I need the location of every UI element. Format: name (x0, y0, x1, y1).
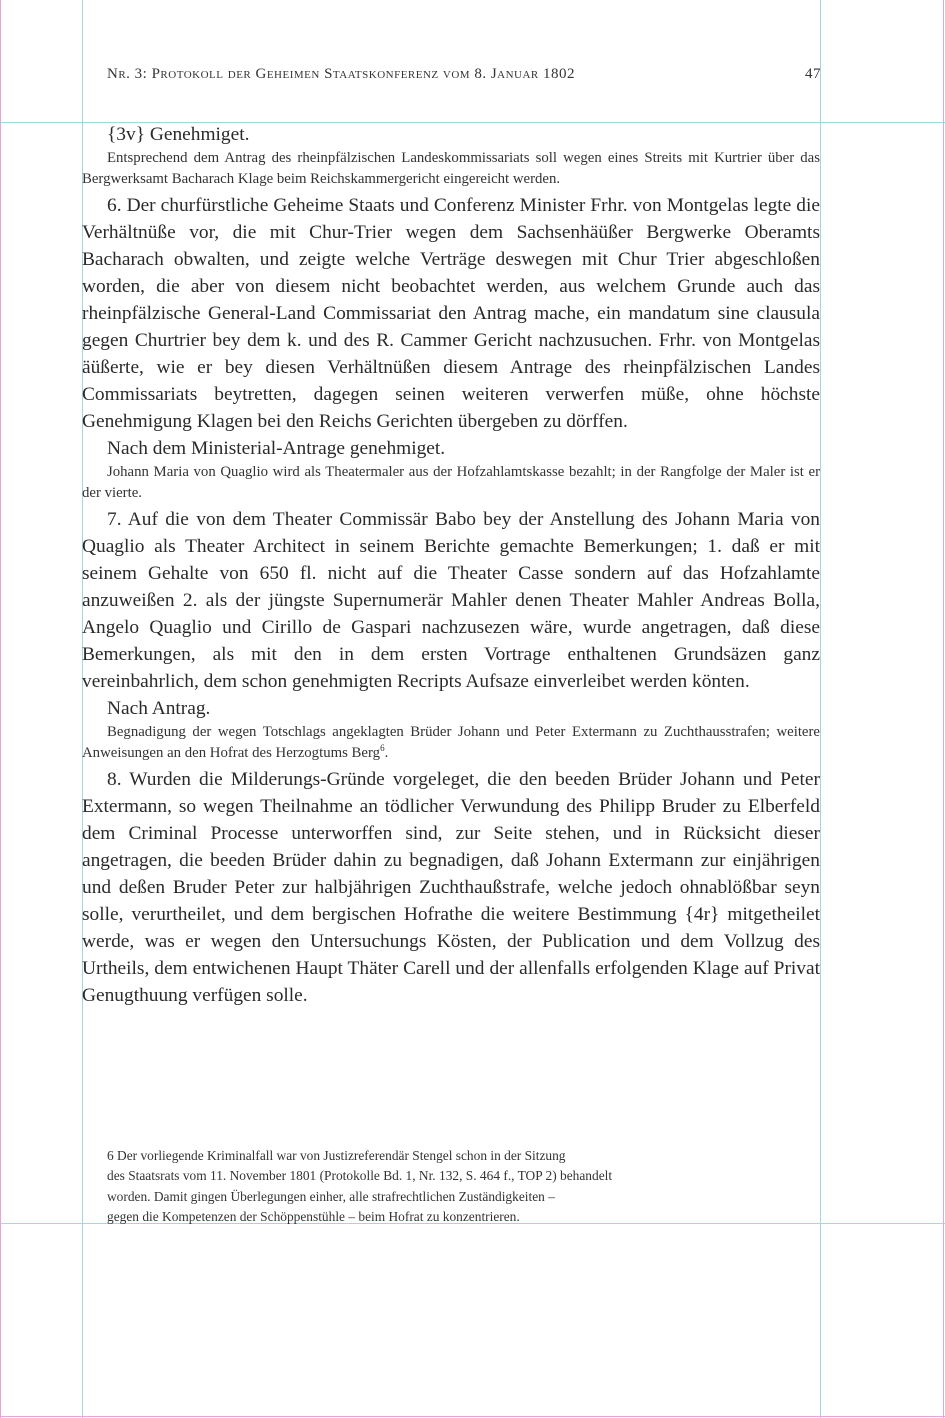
folio-decision-line: {3v} Genehmiget. (107, 124, 250, 145)
footnote-line: des Staatsrats vom 11. November 1801 (Protokolle Bd. 1, Nr. 132, S. 464 f., TOP 2) behandelt (107, 1168, 613, 1184)
decision-item-6: Nach dem Ministerial-Antrage genehmiget. (107, 438, 446, 459)
footnote-reference-6[interactable]: 6 (380, 743, 385, 754)
summary-item-5: Entsprechend dem Antrag des rheinpfälzischen Landeskommissariats soll wegen eines Streits mit Kurtrier über das Bergwerksamt Bacharach Klage beim Reichskammergericht eingereicht werden. (82, 150, 820, 187)
decision-item-7: Nach Antrag. (107, 698, 211, 719)
summary-item-8-end: . (384, 745, 389, 761)
page-edge-bottom (0, 1416, 945, 1417)
summary-item-8-text: Begnadigung der wegen Totschlags angeklagten Brüder Johann und Peter Extermann zu Zuchthausstrafen; weitere Anweisungen an den Hofrat des Herzogtums Berg (82, 724, 820, 761)
main-text (82, 121, 820, 1009)
summary-item-7: Johann Maria von Quaglio wird als Theatermaler aus der Hofzahlamtskasse bezahlt; in der Rangfolge der Maler ist er der vierte. (82, 464, 820, 501)
page-edge-right (943, 0, 944, 1418)
footnote-line: worden. Damit gingen Überlegungen einher, alle strafrechtlichen Zuständigkeiten – (107, 1188, 555, 1204)
footnotes (107, 1146, 727, 1227)
running-head (107, 66, 821, 83)
paragraph-item-8: 8. Wurden die Milderungs-Gründe vorgeleget, die den beeden Brüder Johann und Peter Extermann, so wegen Theilnahme an tödlicher Verwundung des Philipp Bruder zu Elberfeld dem Criminal Processe unterworffen sind, zur Seite stehen, und in Rücksicht dieser angetragen, die beeden Brüder dahin zu begnadigen, daß Johann Extermann zur einjährigen und deßen Bruder Peter zur halbjährigen Zuchthaußstrafe, welche jedoch ohnablößbar seyn solle, verurtheilet, und dem bergischen Hofrathe die weitere Bestimmung {4r} mitgetheilet werde, was er wegen den Untersuchungs Kösten, der Publication und dem Vollzug des Urtheils, dem entwichenen Haupt Thäter Carell und der allenfalls erfolgenden Klage auf Privat Genugthuung verfügen solle. (82, 769, 820, 1006)
paragraph-item-6: 6. Der churfürstliche Geheime Staats und Conferenz Minister Frhr. von Montgelas legte die Verhältnüße vor, die mit Chur-Trier wegen dem Sachsenhäüßer Bergwerke Oberamts Bacharach obwalten, und zeigte welche Verträge deswegen mit Chur Trier abgeschloßen worden, die aber von diesem nicht beobachtet werden, aus welchem Grunde auch das rheinpfälzische General-Land Commissariat den Antrag mache, ein mandatum sine clausula gegen Churtrier bey dem k. und des R. Cammer Gericht nachzusuchen. Frhr. von Montgelas äüßerte, wie er bey diesen Verhältnüßen diesem Antrage des rheinpfälzischen Landes Commissariats beytretten, dagegen seinen weiteren verwerfen müße, ohne höchste Genehmigung Klagen bei den Reichs Gerichten übergeben zu dörffen. (82, 195, 820, 432)
footnote-line: gegen die Kompetenzen der Schöppenstühle – beim Hofrat zu konzentrieren. (107, 1208, 520, 1224)
page-number: 47 (805, 66, 821, 82)
margin-guide-right (820, 0, 821, 1418)
footnote-line: 6 Der vorliegende Kriminalfall war von Justizreferendär Stengel schon in der Sitzung (107, 1148, 566, 1163)
page-edge-left (0, 0, 1, 1418)
paragraph-item-7: 7. Auf die von dem Theater Commissär Babo bey der Anstellung des Johann Maria von Quaglio als Theater Architect in seinem Berichte gemachte Bemerkungen; 1. daß er mit seinem Gehalte von 650 fl. nicht auf die Theater Casse sondern auf das Hofzahlamte anzuweißen 2. als der jüngste Supernumerär Mahler denen Theater Mahler Andreas Bolla, Angelo Quaglio und Cirillo de Gaspari nachzusezen wäre, wurde angetragen, daß diese Bemerkungen, als mit den in dem ersten Vortrage enthaltenen Grundsäzen ganz vereinbahrlich, dem schon genehmigten Recripts Aufsaze einverleibet werden könten. (82, 509, 820, 692)
summary-item-8 (82, 722, 820, 764)
running-title: Nr. 3: Protokoll der Geheimen Staatskonferenz vom 8. Januar 1802 (107, 66, 576, 82)
